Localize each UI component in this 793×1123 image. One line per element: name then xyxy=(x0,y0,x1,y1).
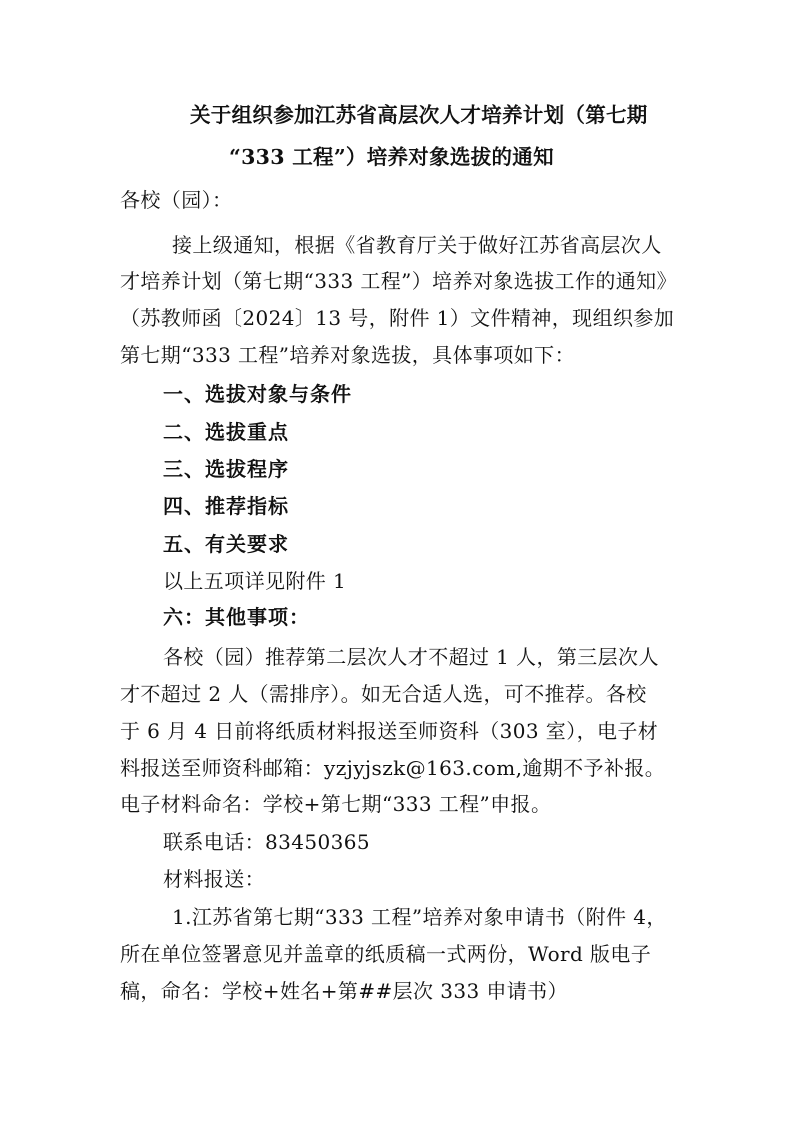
section6-line-4: 料报送至师资科邮箱：yzjyjszk@163.com,逾期不予补报。 xyxy=(120,756,666,780)
heading-3: 三、选拔程序 xyxy=(163,457,289,481)
section6-line-5: 电子材料命名：学校+第七期“333 工程”申报。 xyxy=(120,792,552,816)
heading-1: 一、选拔对象与条件 xyxy=(163,382,352,406)
salutation: 各校（园）： xyxy=(120,188,233,212)
contact-phone: 联系电话：83450365 xyxy=(163,830,370,854)
item1-line-3: 稿，命名：学校+姓名+第##层次 333 申请书） xyxy=(120,979,568,1003)
heading-4: 四、推荐指标 xyxy=(163,494,289,518)
title-line-1: 关于组织参加江苏省高层次人才培养计划（第七期 xyxy=(190,103,648,127)
section6-line-3: 于 6 月 4 日前将纸质材料报送至师资科（303 室），电子材 xyxy=(120,719,659,743)
item1-line-2: 所在单位签署意见并盖章的纸质稿一式两份，Word 版电子 xyxy=(120,942,652,966)
section6-heading: 六：其他事项： xyxy=(163,605,310,629)
intro-line-1: 接上级通知，根据《省教育厅关于做好江苏省高层次人 xyxy=(172,233,662,257)
intro-line-4: 第七期“333 工程”培养对象选拔，具体事项如下： xyxy=(120,343,575,367)
materials-label: 材料报送： xyxy=(163,867,265,891)
intro-line-2: 才培养计划（第七期“333 工程”）培养对象选拔工作的通知》 xyxy=(120,269,677,293)
intro-line-3: （苏教师函〔2024〕13 号，附件 1）文件精神，现组织参加 xyxy=(120,306,675,330)
item1-line-1: 1.江苏省第七期“333 工程”培养对象申请书（附件 4， xyxy=(172,905,667,929)
title-line-2: “333 工程”）培养对象选拔的通知 xyxy=(229,145,554,169)
section6-line-1: 各校（园）推荐第二层次人才不超过 1 人，第三层次人 xyxy=(163,645,659,669)
heading-5: 五、有关要求 xyxy=(163,532,289,556)
see-attachment-note: 以上五项详见附件 1 xyxy=(163,569,347,593)
heading-2: 二、选拔重点 xyxy=(163,420,289,444)
section6-line-2: 才不超过 2 人（需排序）。如无合适人选，可不推荐。各校 xyxy=(120,682,647,706)
